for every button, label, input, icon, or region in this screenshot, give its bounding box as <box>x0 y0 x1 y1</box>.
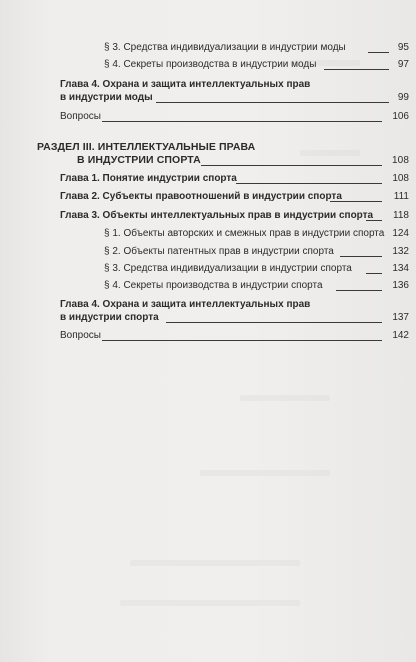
toc-leader <box>324 69 389 70</box>
toc-leader <box>236 183 382 184</box>
toc-page-number: 99 <box>397 92 409 103</box>
bleed-through-mark <box>120 600 300 606</box>
toc-entry-title: § 3. Средства индивидуализации в индустрии моды <box>104 42 346 53</box>
toc-page-number: 111 <box>393 191 409 202</box>
toc-entry-title: Глава 4. Охрана и защита интеллектуальных прав <box>60 79 311 90</box>
bleed-through-mark <box>240 395 330 401</box>
toc-leader <box>368 52 389 53</box>
toc-entry[interactable] <box>60 329 409 342</box>
toc-entry[interactable] <box>104 41 409 54</box>
toc-leader <box>166 322 382 323</box>
toc-leader <box>201 165 382 166</box>
toc-entry-title: Вопросы <box>60 111 101 122</box>
toc-page-number: 106 <box>392 111 409 122</box>
toc-page-number: 108 <box>392 173 409 184</box>
toc-entry-line[interactable] <box>60 298 409 311</box>
toc-entry[interactable] <box>60 91 409 104</box>
toc-entry[interactable] <box>104 227 409 240</box>
toc-page-number: 108 <box>392 155 409 166</box>
toc-entry[interactable] <box>104 58 409 71</box>
toc-entry-title: § 2. Объекты патентных прав в индустрии спорта <box>104 246 334 257</box>
toc-page-number: 118 <box>393 210 409 221</box>
toc-entry-title: § 3. Средства индивидуализации в индустрии спорта <box>104 263 352 274</box>
toc-entry[interactable] <box>60 190 409 203</box>
toc-entry[interactable] <box>104 279 409 292</box>
toc-entry-title: Глава 3. Объекты интеллектуальных прав в индустрии спорта <box>60 210 374 221</box>
toc-page-number: 124 <box>392 228 409 239</box>
toc-entry-title: в индустрии спорта <box>60 312 159 323</box>
toc-leader <box>366 273 382 274</box>
toc-entry-title: в индустрии моды <box>60 92 153 103</box>
toc-leader <box>340 256 382 257</box>
toc-entry[interactable] <box>60 311 409 324</box>
bleed-through-mark <box>200 470 330 476</box>
toc-page-number: 97 <box>397 59 409 70</box>
toc-entry-title: Глава 4. Охрана и защита интеллектуальных прав <box>60 299 311 310</box>
toc-entry[interactable] <box>104 262 409 275</box>
toc-entry-title: § 4. Секреты производства в индустрии моды <box>104 59 317 70</box>
toc-entry[interactable] <box>104 245 409 258</box>
toc-entry[interactable] <box>60 172 409 185</box>
toc-page-number: 132 <box>392 246 409 257</box>
toc-leader <box>102 121 382 122</box>
toc-entry-title: Вопросы <box>60 330 101 341</box>
toc-leader <box>336 290 382 291</box>
toc-entry[interactable] <box>60 209 409 222</box>
toc-section-title: РАЗДЕЛ III. ИНТЕЛЛЕКТУАЛЬНЫЕ ПРАВА <box>37 141 256 153</box>
toc-entry-line[interactable] <box>60 78 409 91</box>
toc-entry-title: § 4. Секреты производства в индустрии спорта <box>104 280 323 291</box>
toc-page-number: 137 <box>392 312 409 323</box>
toc-page-number: 136 <box>392 280 409 291</box>
toc-entry-title: Глава 1. Понятие индустрии спорта <box>60 173 237 184</box>
toc-section[interactable] <box>77 154 409 167</box>
toc-page-number: 142 <box>392 330 409 341</box>
toc-section-title: В ИНДУСТРИИ СПОРТА <box>77 154 201 166</box>
toc-page-number: 134 <box>392 263 409 274</box>
toc-leader <box>156 102 389 103</box>
toc-section-line[interactable] <box>37 141 409 154</box>
toc-leader <box>102 340 382 341</box>
toc-entry-title: § 1. Объекты авторских и смежных прав в индустрии спорта <box>104 228 385 239</box>
toc-entry-title: Глава 2. Субъекты правоотношений в индустрии спорта <box>60 191 342 202</box>
toc-leader <box>366 220 382 221</box>
toc-leader <box>330 201 382 202</box>
toc-entry[interactable] <box>60 110 409 123</box>
toc-page-number: 95 <box>397 42 409 53</box>
bleed-through-mark <box>130 560 300 566</box>
